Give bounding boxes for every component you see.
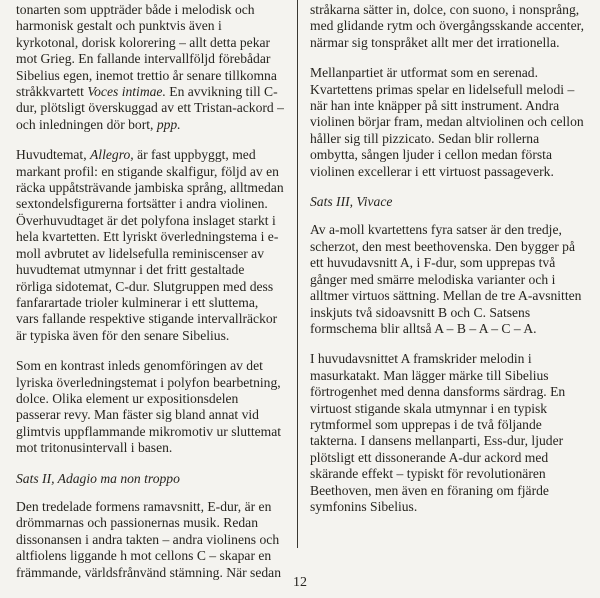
paragraph: Mellanpartiet är utformat som en serenad. Kvartettens primas spelar en lidelsefull melodi – när han inte knäpper på sitt instrument. Andra violinen börjar fram, medan altviolinen och cellon håller sig till pizzicato. Sedan blir rollerna ombytta, sången ljuder i cellon medan första violinen excellerar i ett virtuost passageverk.	[310, 65, 584, 179]
dynamic-marking: ppp.	[156, 116, 181, 132]
right-column	[310, 2, 586, 529]
tempo-marking: Allegro,	[90, 147, 134, 163]
italic-title: Voces intimae.	[87, 84, 166, 100]
paragraph: stråkarna sätter in, dolce, con suono, i nonsprång, med glidande rytm och övergångsskande accenter, närmar sig tonspråket allt mer det irrationella.	[310, 2, 584, 50]
text-run: tonarten som uppträder både i melodisk och harmonisk gestalt och punktvis även i kyrkotonal, dorisk kolorering – allt detta pekar mot Grieg. En fallande intervallföljd förebådar Sibelius egen, inemot trettio år senare tillkomna stråkkvartett	[16, 2, 277, 100]
section-heading-sats-iii: Sats III, Vivace	[310, 194, 393, 210]
paragraph: Som en kontrast inleds genomföringen av det lyriska överledningstemat i polyfon bearbetning, dolce. Olika element ur expositionsdelen passerar revy. Man fäster sig bland annat vid glimtvis uppflammande mikromotiv ur sluttemat mot tritonusintervall i basen.	[16, 358, 282, 456]
paragraph: I huvudavsnittet A framskrider melodin i masurkatakt. Man lägger märke till Sibelius förtrogenhet med denna dansforms särdrag. En virtuost stigande skala utmynnar i en typisk rytmformel som upprepas i de två följande takterna. I dansens mellanparti, Ess-dur, ljuder plötsligt ett dissonerande A-dur ackord med skärande effekt – typiskt för revolutionären Beethoven, men även en föraning om fjärde symfonins Sibelius.	[310, 351, 566, 514]
text-run: En avvikning till C-dur, plötsligt överskuggad av ett Tristan-ackord – och inledningen dör bort,	[16, 84, 284, 132]
section-heading-sats-ii: Sats II, Adagio ma non troppo	[16, 470, 180, 486]
paragraph: Av a-moll kvartettens fyra satser är den tredje, scherzot, den mest beethovenska. Den bygger på ett huvudavsnitt A, i F-dur, som upprepas två gånger med smärre melodiska varianter och i alltmer virtuos sättning. Mellan de tre A-avsnitten inskjuts två sidoavsnitt B och C. Satsens formschema blir alltså A – B – A – C – A.	[310, 222, 582, 336]
paragraph: Den tredelade formens ramavsnitt, E-dur, är en drömmarnas och passionernas musik. Redan dissonansen i andra takten – andra violinens och altfiolens liggande h mot cellons C – skapar en främmande, världsfrånvänd stämning. När sedan	[16, 498, 281, 580]
text-run: Huvudtemat,	[16, 147, 90, 163]
text-run: är fast uppbyggt, med markant profil: en stigande skalfigur, följd av en räcka uppåtsträvande jambiska språng, alltmedan sextondelsfigurerna fortsätter i andra violinen. Överhuvudtaget är det polyfona inslaget starkt i hela kvartetten. Ett lyriskt överledningstema i e-moll avbrutet av lidelsefulla reminiscenser av huvudtemat utmynnar i det fritt gestaltade rörliga sidotemat, C-dur. Slutgruppen med dess fanfarartade trioler kulminerar i ett sluttema, vars fallande respektive stigande intervallräckor är typiska även för den senare Sibelius.	[16, 147, 284, 343]
paragraph	[16, 147, 284, 344]
left-column	[16, 2, 284, 595]
column-divider	[297, 0, 298, 548]
page-number: 12	[293, 575, 307, 590]
paragraph	[16, 2, 284, 133]
